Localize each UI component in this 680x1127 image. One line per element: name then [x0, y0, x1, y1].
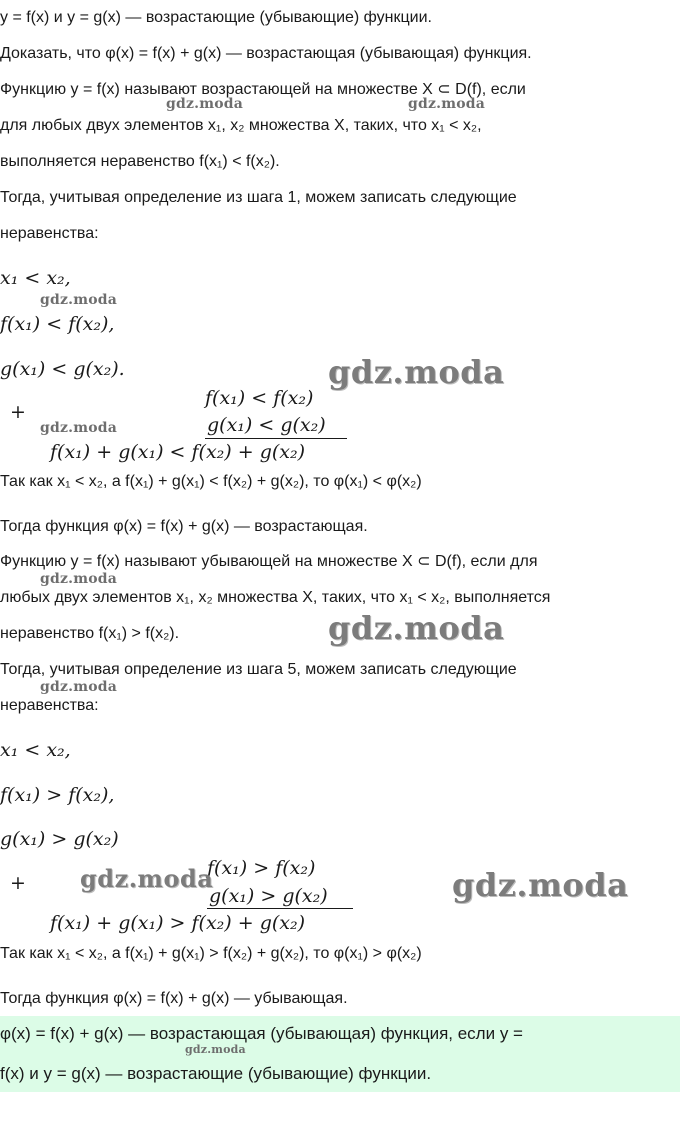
- result-increasing: Тогда функция φ(x) = f(x) + g(x) — возрастающая.: [0, 518, 368, 535]
- inequality-x-2: x₁ < x₂,: [0, 739, 71, 761]
- watermark: gdz.moda: [80, 864, 214, 893]
- step-text: Тогда, учитывая определение из шага 1, можем записать следующие: [0, 189, 517, 206]
- result-decreasing: Тогда функция φ(x) = f(x) + g(x) — убывающая.: [0, 990, 348, 1007]
- conclusion-increasing: Так как x₁ < x₂, а f(x₁) + g(x₁) < f(x₂) + g(x₂), то φ(x₁) < φ(x₂): [0, 473, 422, 490]
- step-text-2: Тогда, учитывая определение из шага 5, можем записать следующие: [0, 661, 517, 678]
- step-text-cont: неравенства:: [0, 225, 99, 242]
- watermark: gdz.moda: [185, 1043, 246, 1056]
- definition-increasing-end: выполняется неравенство f(x₁) < f(x₂).: [0, 153, 280, 170]
- watermark: gdz.moda: [40, 420, 118, 436]
- watermark: gdz.moda: [40, 679, 118, 695]
- definition-decreasing-end: неравенство f(x₁) > f(x₂).: [0, 625, 180, 642]
- watermark: gdz.moda: [40, 571, 118, 587]
- watermark: gdz.moda: [166, 96, 244, 112]
- condition-line: y = f(x) и y = g(x) — возрастающие (убывающие) функции.: [0, 9, 432, 26]
- inequality-f: f(x₁) < f(x₂),: [0, 313, 115, 335]
- watermark: gdz.moda: [328, 353, 505, 391]
- inequality-f-2: f(x₁) > f(x₂),: [0, 784, 115, 806]
- watermark: gdz.moda: [40, 292, 118, 308]
- definition-increasing: Функцию y = f(x) называют возрастающей на множестве X ⊂ D(f), если: [0, 81, 526, 98]
- sum-result: f(x₁) + g(x₁) < f(x₂) + g(x₂): [50, 441, 306, 463]
- sum-result-2: f(x₁) + g(x₁) > f(x₂) + g(x₂): [50, 912, 306, 934]
- conclusion-decreasing: Так как x₁ < x₂, а f(x₁) + g(x₁) > f(x₂) + g(x₂), то φ(x₁) > φ(x₂): [0, 945, 422, 962]
- step-text-2-cont: неравенства:: [0, 697, 99, 714]
- inequality-g-2: g(x₁) > g(x₂): [0, 828, 119, 850]
- plus-sign: +: [10, 401, 26, 423]
- sum-row-f-2: f(x₁) > f(x₂): [207, 857, 316, 879]
- sum-rule: [205, 438, 347, 439]
- sum-row-g: g(x₁) < g(x₂): [207, 414, 326, 436]
- sum-rule-2: [207, 908, 353, 909]
- sum-row-f: f(x₁) < f(x₂): [205, 387, 314, 409]
- definition-increasing-cont: для любых двух элементов x₁, x₂ множества X, таких, что x₁ < x₂,: [0, 117, 482, 134]
- inequality-g: g(x₁) < g(x₂).: [0, 358, 125, 380]
- definition-decreasing: Функцию y = f(x) называют убывающей на множестве X ⊂ D(f), если для: [0, 553, 538, 570]
- sum-row-g-2: g(x₁) > g(x₂): [209, 885, 328, 907]
- answer-line-1: φ(x) = f(x) + g(x) — возрастающая (убывающая) функция, если y =: [0, 1024, 523, 1043]
- watermark: gdz.moda: [452, 866, 629, 904]
- watermark: gdz.moda: [408, 96, 486, 112]
- plus-sign-2: +: [10, 872, 26, 894]
- watermark: gdz.moda: [328, 609, 505, 647]
- answer-line-2: f(x) и y = g(x) — возрастающие (убывающие) функции.: [0, 1064, 432, 1083]
- inequality-x: x₁ < x₂,: [0, 267, 71, 289]
- task-statement: Доказать, что φ(x) = f(x) + g(x) — возрастающая (убывающая) функция.: [0, 45, 532, 62]
- definition-decreasing-cont: любых двух элементов x₁, x₂ множества X, таких, что x₁ < x₂, выполняется: [0, 589, 551, 606]
